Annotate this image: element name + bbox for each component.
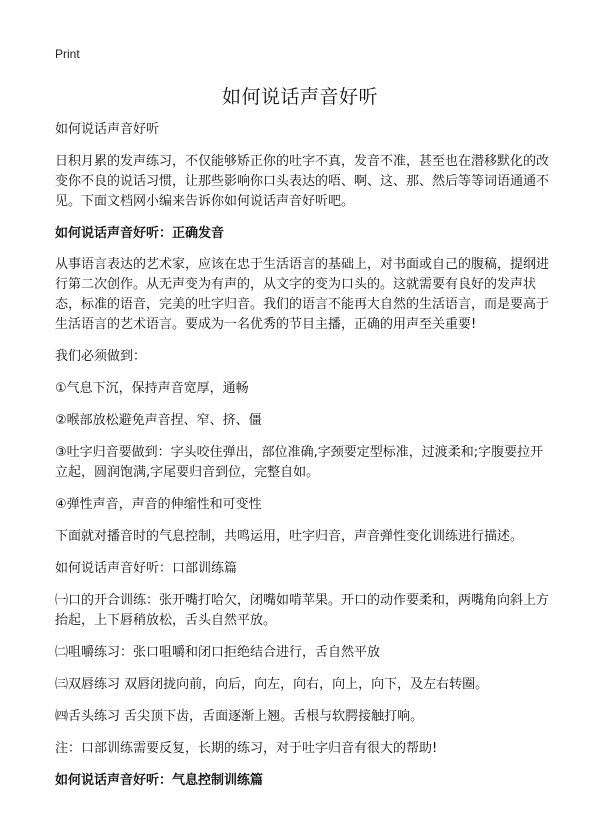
section-heading-pronunciation: 如何说话声音好听：正确发音	[55, 226, 225, 241]
document-title: 如何说话声音好听	[221, 86, 378, 108]
list-item: ①气息下沉，保持声音宽厚，通畅	[55, 381, 249, 396]
describe-paragraph: 下面就对播音时的气息控制，共鸣运用，吐字归音，声音弹性变化训练进行描述。	[55, 529, 524, 544]
list-item: ㈡咀嚼练习：张口咀嚼和闭口拒绝结合进行，舌自然平放	[55, 645, 381, 660]
section-heading-mouth-training: 如何说话声音好听：口部训练篇	[55, 561, 238, 576]
document-body	[55, 120, 555, 802]
list-item: ③吐字归音要做到：字头咬住弹出，部位准确,字颈要定型标准，过渡柔和;字腹要拉开立起，圆润饱满,字尾要归音到位，完整自如。	[55, 445, 544, 480]
section-heading-breath-control: 如何说话声音好听：气息控制训练篇	[55, 773, 264, 788]
list-item: ②喉部放松避免声音捏、窄、挤、僵	[55, 413, 262, 428]
must-do-label: 我们必须做到：	[55, 349, 147, 364]
list-item: ㈠口的开合训练：张开嘴打哈欠，闭嘴如啃苹果。开口的动作要柔和，两嘴角向斜上方抬起，上下唇稍放松，舌头自然平放。	[55, 593, 550, 628]
list-item: ㈢双唇练习 双唇闭拢向前，向后，向左，向右，向上，向下，及左右转圈。	[55, 677, 489, 692]
subtitle: 如何说话声音好听	[55, 122, 160, 137]
intro-paragraph: 日积月累的发声练习，不仅能够矫正你的吐字不真，发音不准，甚至也在潜移默化的改变你不良的说话习惯，让那些影响你口头表达的唔、啊、这、那、然后等等词语通通不见。下面文档网小编来告诉你如何说话声音好听吧。	[55, 154, 550, 209]
list-item: ㈣舌头练习 舌尖顶下齿，舌面逐渐上翘。舌根与软腭接触打响。	[55, 709, 424, 724]
list-item: ④弹性声音，声音的伸缩性和可变性	[55, 497, 262, 512]
note-paragraph: 注：口部训练需要反复，长期的练习，对于吐字归音有很大的帮助!	[55, 741, 438, 756]
print-label[interactable]: Print	[55, 47, 80, 61]
pronunciation-paragraph: 从事语言表达的艺术家，应该在忠于生活语言的基础上，对书面或自己的腹稿，提纲进行第二次创作。从无声变为有声的，从文字的变为口头的。这就需要有良好的发声状态，标准的语音，完美的吐字归音。我们的语言不能再大自然的生活语言，而是要高于生活语言的艺术语言。要成为一名优秀的节目主播，正确的用声至关重要!	[55, 257, 550, 332]
